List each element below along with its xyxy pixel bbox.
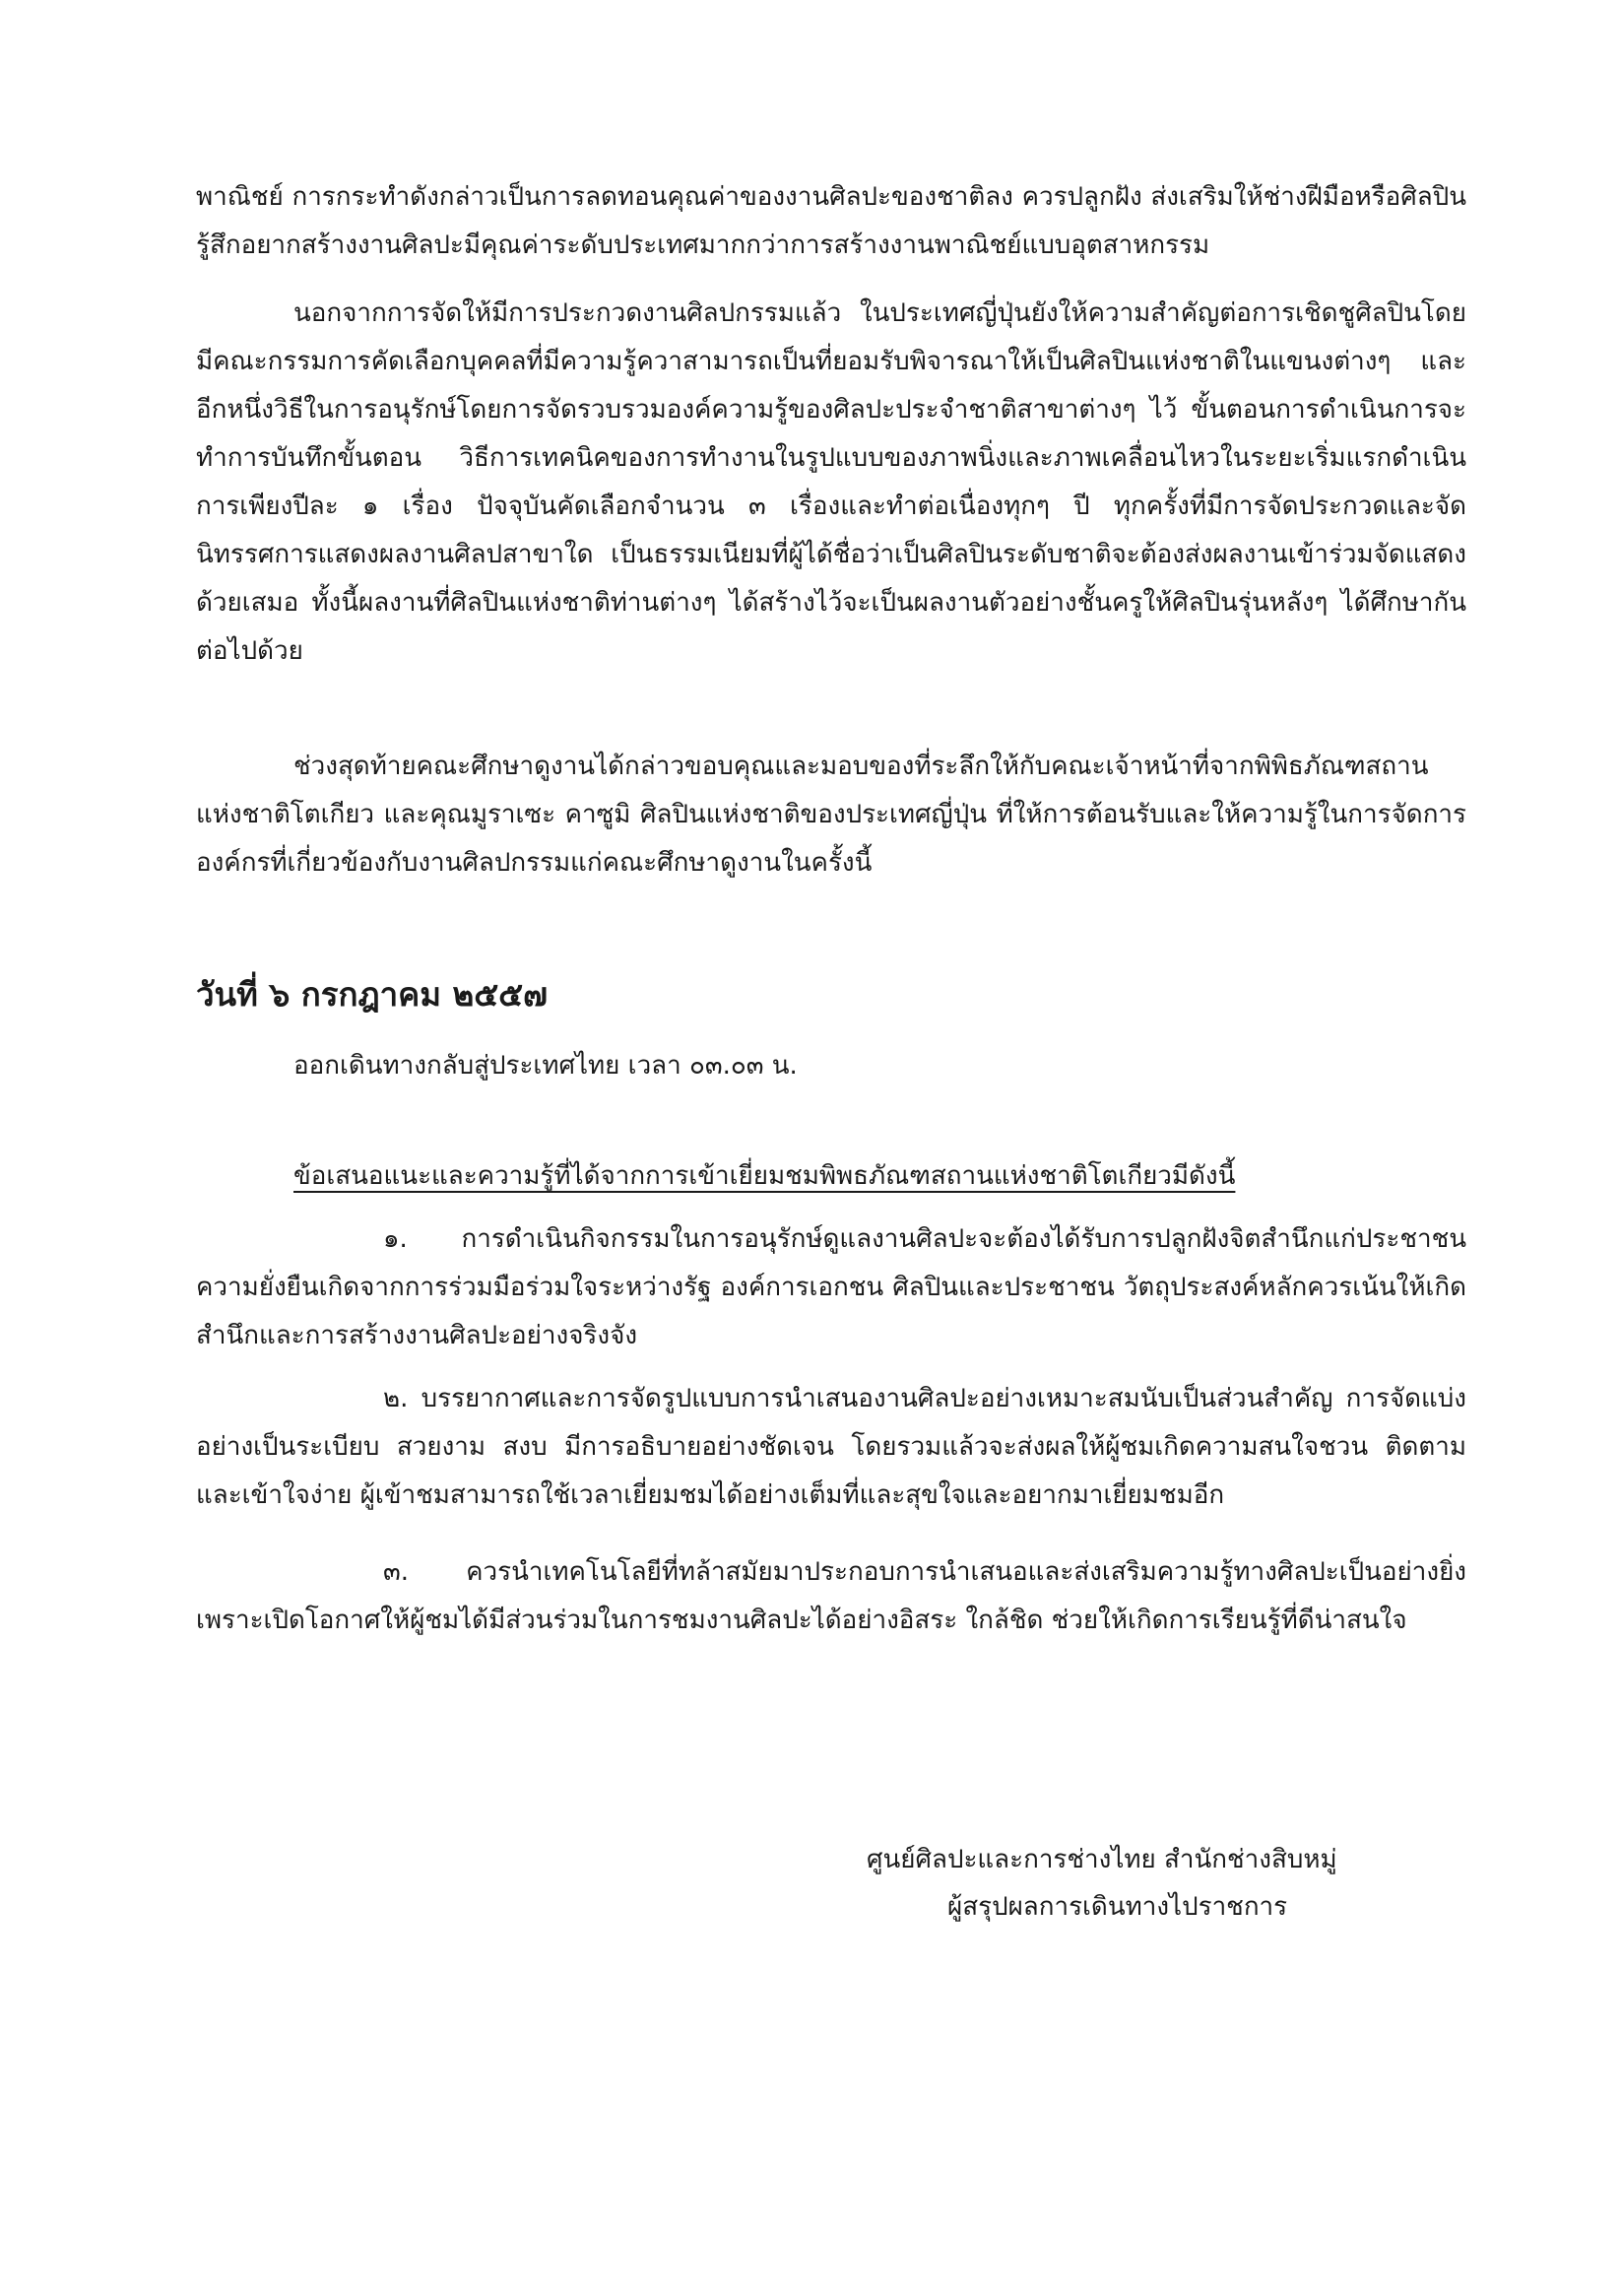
date-heading: วันที่ ๖ กรกฎาคม ๒๕๕๗ [196,975,548,1014]
suggestion-item-3: ๓. ควรนำเทคโนโลยีที่ทล้าสมัยมาประกอบการนำเสนอและส่งเสริมความรู้ทางศิลปะเป็นอย่างยิ่ง เพราะเปิดโอกาศให้ผู้ชมได้มีส่วนร่วมในการชมงานศิลปะได้อย่างอิสระ ใกล้ชิด ช่วยให้เกิดการเรียนรู้ที่ดีน่าสนใจ [196,1557,1466,1635]
suggestions-heading: ข้อเสนอแนะและความรู้ที่ได้จากการเข้าเยี่ยมชมพิพธภัณฑสถานแห่งชาติโตเกียวมีดังนี้ [293,1161,1236,1191]
paragraph-closing-thanks: ช่วงสุดท้ายคณะศึกษาดูงานได้กล่าวขอบคุณและมอบของที่ระลึกให้กับคณะเจ้าหน้าที่จากพิพิธภัณฑสถานแห่งชาติโตเกียว และคุณมูราเซะ คาซูมิ ศิลปินแห่งชาติของประเทศญี่ปุ่น ที่ให้การต้อนรับและให้ความรู้ในการจัดการองค์กรที่เกี่ยวข้องกับงานศิลปกรรมแก่คณะศึกษาดูงานในครั้งนี้ [196,752,1466,878]
suggestion-item-1: ๑. การดำเนินกิจกรรมในการอนุรักษ์ดูแลงานศิลปะจะต้องได้รับการปลูกฝังจิตสำนึกแก่ประชาชน ความยั่งยืนเกิดจากการร่วมมือร่วมใจระหว่างรัฐ องค์การเอกชน ศิลปินและประชาชน วัตถุประสงค์หลักควรเน้นให้เกิดสำนึกและการสร้างงานศิลปะอย่างจริงจัง [196,1224,1466,1350]
departure-line: ออกเดินทางกลับสู่ประเทศไทย เวลา ๐๓.๐๓ น. [293,1051,798,1081]
signature-role: ผู้สรุปผลการเดินทางไปราชการ [947,1892,1288,1922]
paragraph-commerce: พาณิชย์ การกระทำดังกล่าวเป็นการลดทอนคุณค่าของงานศิลปะของชาติลง ควรปลูกฝัง ส่งเสริมให้ช่างฝีมือหรือศิลปินรู้สึกอยากสร้างงานศิลปะมีคุณค่าระดับประเทศมากกว่าการสร้างงานพาณิชย์แบบอุตสาหกรรม [196,182,1466,260]
signature-block [867,1836,1418,1931]
paragraph-contest-and-national-artists: นอกจากการจัดให้มีการประกวดงานศิลปกรรมแล้ว ในประเทศญี่ปุ่นยังให้ความสำคัญต่อการเชิดชูศิลปินโดยมีคณะกรรมการคัดเลือกบุคคลที่มีความรู้ควาสามารถเป็นที่ยอมรับพิจารณาให้เป็นศิลปินแห่งชาติในแขนงต่างๆ และอีกหนึ่งวิธีในการอนุรักษ์โดยการจัดรวบรวมองค์ความรู้ของศิลปะประจำชาติสาขาต่างๆ ไว้ ขั้นตอนการดำเนินการจะทำการบันทึกขั้นตอน วิธีการเทคนิคของการทำงานในรูปแบบของภาพนิ่งและภาพเคลื่อนไหวในระยะเริ่มแรกดำเนินการเพียงปีละ ๑ เรื่อง ปัจจุบันคัดเลือกจำนวน ๓ เรื่องและทำต่อเนื่องทุกๆ ปี ทุกครั้งที่มีการจัดประกวดและจัดนิทรรศการแสดงผลงานศิลปสาขาใด เป็นธรรมเนียมที่ผู้ได้ชื่อว่าเป็นศิลปินระดับชาติจะต้องส่งผลงานเข้าร่วมจัดแสดงด้วยเสมอ ทั้งนี้ผลงานที่ศิลปินแห่งชาติท่านต่างๆ ได้สร้างไว้จะเป็นผลงานตัวอย่างชั้นครูให้ศิลปินรุ่นหลังๆ ได้ศึกษากันต่อไปด้วย [196,298,1466,666]
suggestion-item-2: ๒. บรรยากาศและการจัดรูปแบบการนำเสนองานศิลปะอย่างเหมาะสมนับเป็นส่วนสำคัญ การจัดแบ่งอย่างเป็นระเบียบ สวยงาม สงบ มีการอธิบายอย่างชัดเจน โดยรวมแล้วจะส่งผลให้ผู้ชมเกิดความสนใจชวน ติดตามและเข้าใจง่าย ผู้เข้าชมสามารถใช้เวลาเยี่ยมชมได้อย่างเต็มที่และสุขใจและอยากมาเยี่ยมชมอีก [196,1384,1466,1510]
signature-organization: ศูนย์ศิลปะและการช่างไทย สำนักช่างสิบหมู่ [867,1845,1337,1874]
